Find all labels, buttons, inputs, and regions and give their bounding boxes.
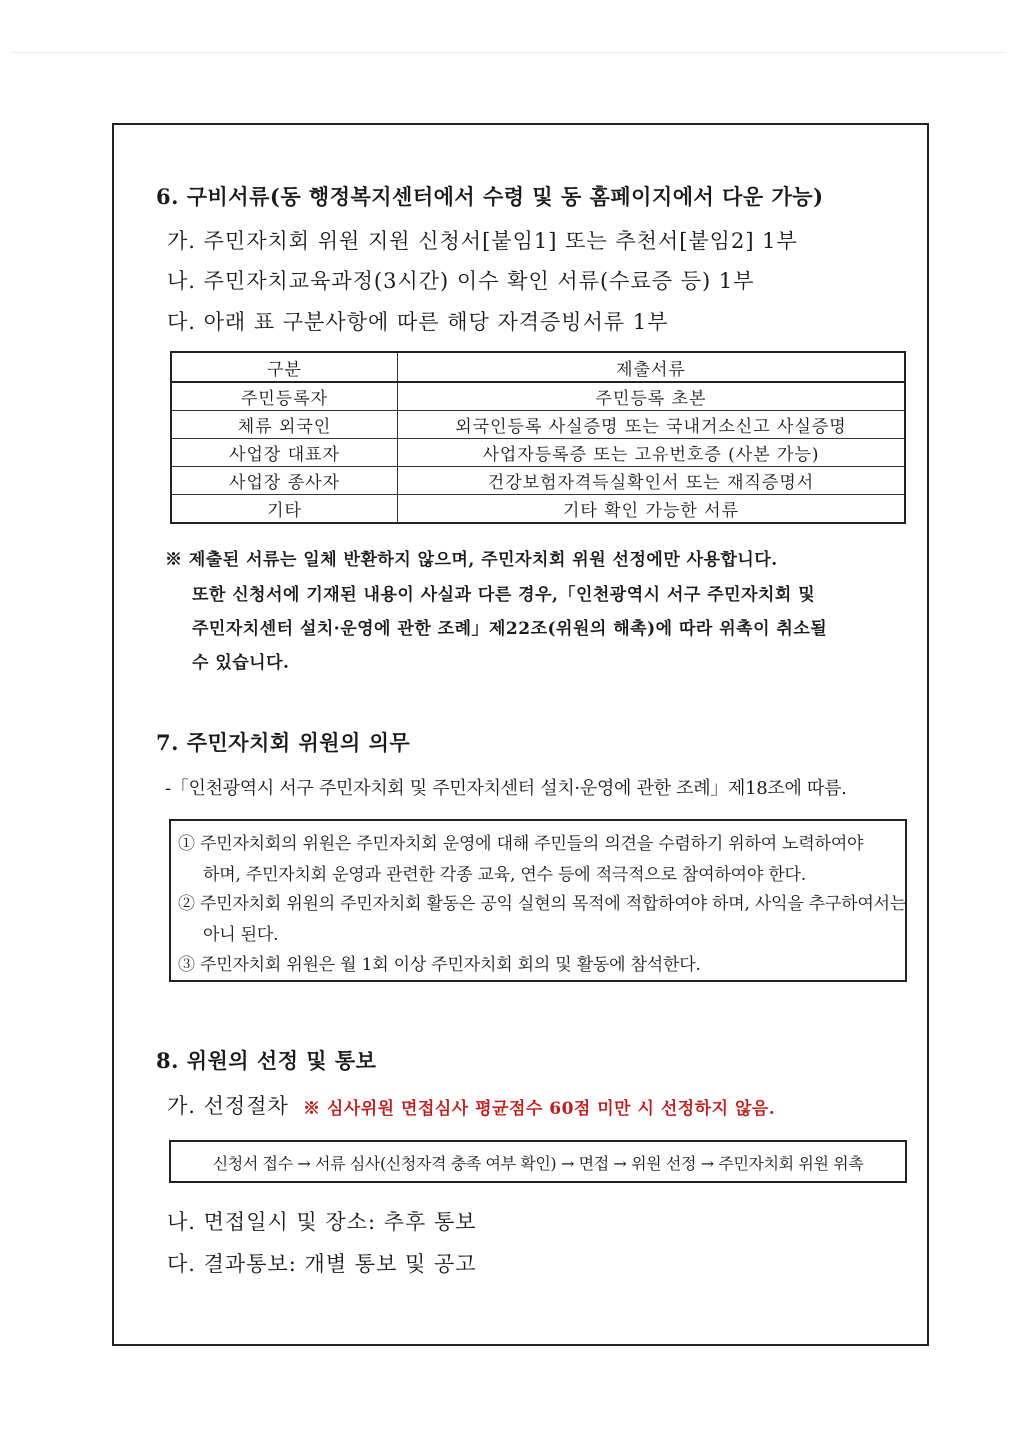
- note-line: ※ 제출된 서류는 일체 반환하지 않으며, 주민자치회 위원 선정에만 사용합니다.: [165, 550, 778, 570]
- duty-line: ① 주민자치회의 위원은 주민자치회 운영에 대해 주민들의 의견을 수렴하기 위하여 노력하여야: [178, 834, 864, 854]
- procedure-note: ※ 심사위원 면접심사 평균점수 60점 미만 시 선정하지 않음.: [303, 1099, 776, 1119]
- documents-table: [170, 351, 906, 524]
- table-row: [171, 467, 905, 495]
- table-cell: 외국인등록 사실증명 또는 국내거소신고 사실증명: [398, 411, 906, 439]
- table-header-documents: 제출서류: [398, 352, 906, 382]
- selection-flow: 신청서 접수 → 서류 심사(신청자격 충족 여부 확인) → 면접 → 위원 선정 → 주민자치회 위원 위촉: [212, 1154, 864, 1173]
- note-line: 또한 신청서에 기재된 내용이 사실과 다른 경우,「인천광역시 서구 주민자치회 및: [192, 585, 816, 605]
- section6-title: 6. 구비서류(동 행정복지센터에서 수령 및 동 홈페이지에서 다운 가능): [156, 184, 824, 209]
- section6-item-na: 나. 주민자치교육과정(3시간) 이수 확인 서류(수료증 등) 1부: [167, 269, 755, 293]
- table-row: [171, 382, 905, 411]
- duty-line: 아니 된다.: [203, 925, 279, 945]
- table-header-row: [171, 352, 905, 382]
- table-cell: 사업자등록증 또는 고유번호증 (사본 가능): [398, 439, 906, 467]
- duty-line: ② 주민자치회 위원의 주민자치회 활동은 공익 실현의 목적에 적합하여야 하며, 사익을 추구하여서는: [178, 894, 907, 914]
- table-header-category: 구분: [171, 352, 398, 382]
- section7-title: 7. 주민자치회 위원의 의무: [156, 730, 411, 755]
- table-cell: 체류 외국인: [171, 411, 398, 439]
- table-row: [171, 439, 905, 467]
- table-row: [171, 495, 905, 524]
- table-cell: 주민등록자: [171, 382, 398, 411]
- table-cell: 건강보험자격득실확인서 또는 재직증명서: [398, 467, 906, 495]
- result-info: 다. 결과통보: 개별 통보 및 공고: [167, 1252, 477, 1276]
- section6-item-ga: 가. 주민자치회 위원 지원 신청서[붙임1] 또는 추천서[붙임2] 1부: [167, 229, 798, 253]
- table-cell: 주민등록 초본: [398, 382, 906, 411]
- table-cell: 사업장 대표자: [171, 439, 398, 467]
- procedure-label: 가. 선정절차: [167, 1094, 289, 1118]
- table-row: [171, 411, 905, 439]
- section7-basis: -「인천광역시 서구 주민자치회 및 주민자치센터 설치·운영에 관한 조례」제18조에 따름.: [165, 778, 847, 799]
- table-cell: 기타 확인 가능한 서류: [398, 495, 906, 524]
- table-cell: 기타: [171, 495, 398, 524]
- section6-item-da: 다. 아래 표 구분사항에 따른 해당 자격증빙서류 1부: [167, 310, 669, 334]
- duty-line: 하며, 주민자치회 운영과 관련한 각종 교육, 연수 등에 적극적으로 참여하여야 한다.: [203, 865, 806, 885]
- table-cell: 사업장 종사자: [171, 467, 398, 495]
- duty-line: ③ 주민자치회 위원은 월 1회 이상 주민자치회 회의 및 활동에 참석한다.: [178, 955, 701, 975]
- note-line: 주민자치센터 설치·운영에 관한 조례」제22조(위원의 해촉)에 따라 위촉이 취소될: [192, 619, 828, 639]
- section8-title: 8. 위원의 선정 및 통보: [156, 1048, 377, 1073]
- page-top-divider: [12, 52, 1006, 53]
- note-line: 수 있습니다.: [192, 653, 290, 673]
- interview-info: 나. 면접일시 및 장소: 추후 통보: [167, 1210, 477, 1234]
